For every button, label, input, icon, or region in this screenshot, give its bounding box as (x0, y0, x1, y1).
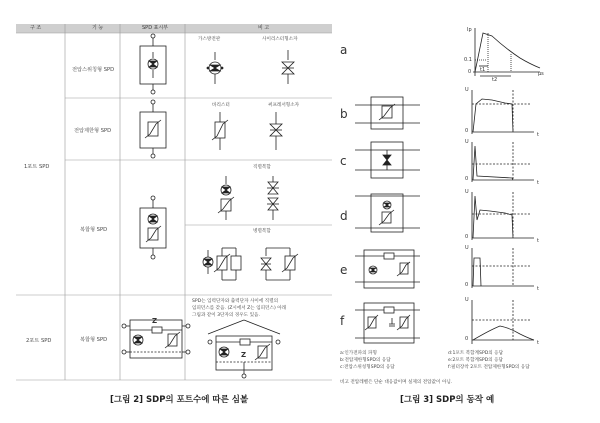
note-2port-line2: 임피던스를 갖음. (Z시에서 Z는 임피던스) 아래 (192, 306, 287, 311)
note-thyristor: 사이리스터형소자 (262, 37, 298, 42)
circuit-e-icon (355, 250, 420, 288)
figure-2-caption: [그림 2] SDP의 포트수에 따른 심볼 (110, 395, 249, 405)
note-series-combo: 직렬복합 (253, 165, 271, 170)
row-label-a: a (340, 43, 348, 57)
function-combination-1port: 복합형 SPD (80, 227, 108, 233)
axis-c-t: t (537, 180, 539, 186)
header-notes: 비 고 (258, 25, 270, 31)
row-1port-label: 1포트 SPD (24, 164, 50, 170)
waveform-f-graph (472, 300, 534, 344)
legend-left-b: b:전압제한형SPD의 응답 (340, 358, 391, 363)
note-2port-line3: 그림과 같이 3단자의 경우도 있음. (192, 313, 260, 318)
axis-c-u: U (465, 139, 469, 145)
legend-left-a: a:인가전파의 파형 (340, 351, 377, 356)
waveform-e-graph (472, 248, 534, 288)
row-label-d: d (340, 209, 348, 223)
axis-f-zero: 0 (465, 336, 469, 342)
row-label-e: e (340, 263, 348, 277)
header-spd-display: SPD 표시부 (142, 25, 169, 31)
axis-f-u: U (465, 297, 469, 303)
row-label-f: f (340, 314, 345, 328)
axis-d-zero: 0 (465, 234, 469, 240)
function-voltage-switching: 전압스위칭형 SPD (72, 67, 115, 73)
axis-a-unit: μs (538, 71, 544, 77)
waveform-d-graph (472, 192, 534, 240)
circuit-d-icon (355, 194, 420, 232)
axis-c-zero: 0 (465, 176, 469, 182)
impedance-label-2port: Z (152, 317, 158, 325)
note-suppressor: 써프레서형소자 (268, 103, 300, 108)
header-function: 기 능 (92, 25, 104, 31)
function-voltage-limiting: 전압제한형 SPD (74, 128, 112, 134)
function-combination-2port: 복합형 SPD (80, 337, 108, 343)
circuit-f-icon (355, 303, 420, 343)
note-2port-line1: SPD는 입력단자와 출력단자 사이에 직렬의 (192, 299, 279, 304)
axis-e-zero: 0 (465, 282, 469, 288)
row-2port-label: 2포트 SPD (26, 338, 52, 344)
axis-d-u: U (465, 189, 469, 195)
figure-3-note: 비고 전압레벨은 단순 대응값이며 실제의 전압값이 아님. (340, 380, 453, 385)
axis-d-t: t (537, 238, 539, 244)
legend-right-e: e:2포트 복합계SPD의 응답 (448, 358, 503, 363)
header-structure: 구 조 (30, 25, 42, 31)
legend-right-d: d:1포트 복합계SPD의 응답 (448, 351, 504, 356)
axis-a-t2: t2 (492, 77, 498, 83)
figure-3-caption: [그림 3] SDP의 동작 예 (400, 395, 495, 405)
axis-a-01: 0.1 (464, 57, 472, 63)
axis-b-u: U (465, 87, 469, 93)
axis-b-t: t (537, 132, 539, 138)
axis-e-t: t (537, 286, 539, 292)
note-gas-arrester: 가스방전관 (198, 37, 221, 42)
circuit-c-icon (355, 142, 420, 178)
row-label-b: b (340, 107, 348, 121)
row-label-c: c (340, 154, 347, 168)
legend-left-c: c:전압스위칭형SPD의 응답 (340, 365, 395, 370)
axis-b-zero: 0 (465, 128, 469, 134)
circuit-b-icon (355, 97, 420, 129)
impedance-label-3terminal: Z (241, 351, 247, 359)
axis-a-t1: t1 (480, 67, 486, 73)
axis-a-zero: 0 (468, 69, 472, 75)
note-parallel-combo: 병렬복합 (253, 229, 271, 234)
legend-right-f: f:필터장착 2포트 전압제한형SPD의 응답 (448, 365, 530, 370)
axis-f-t: t (537, 340, 539, 346)
waveform-c-graph (472, 142, 534, 182)
waveform-b-graph (472, 90, 534, 134)
note-varistor: 바리스터 (212, 103, 230, 108)
axis-ip-label: Ip (467, 27, 472, 33)
axis-e-u: U (465, 245, 469, 251)
